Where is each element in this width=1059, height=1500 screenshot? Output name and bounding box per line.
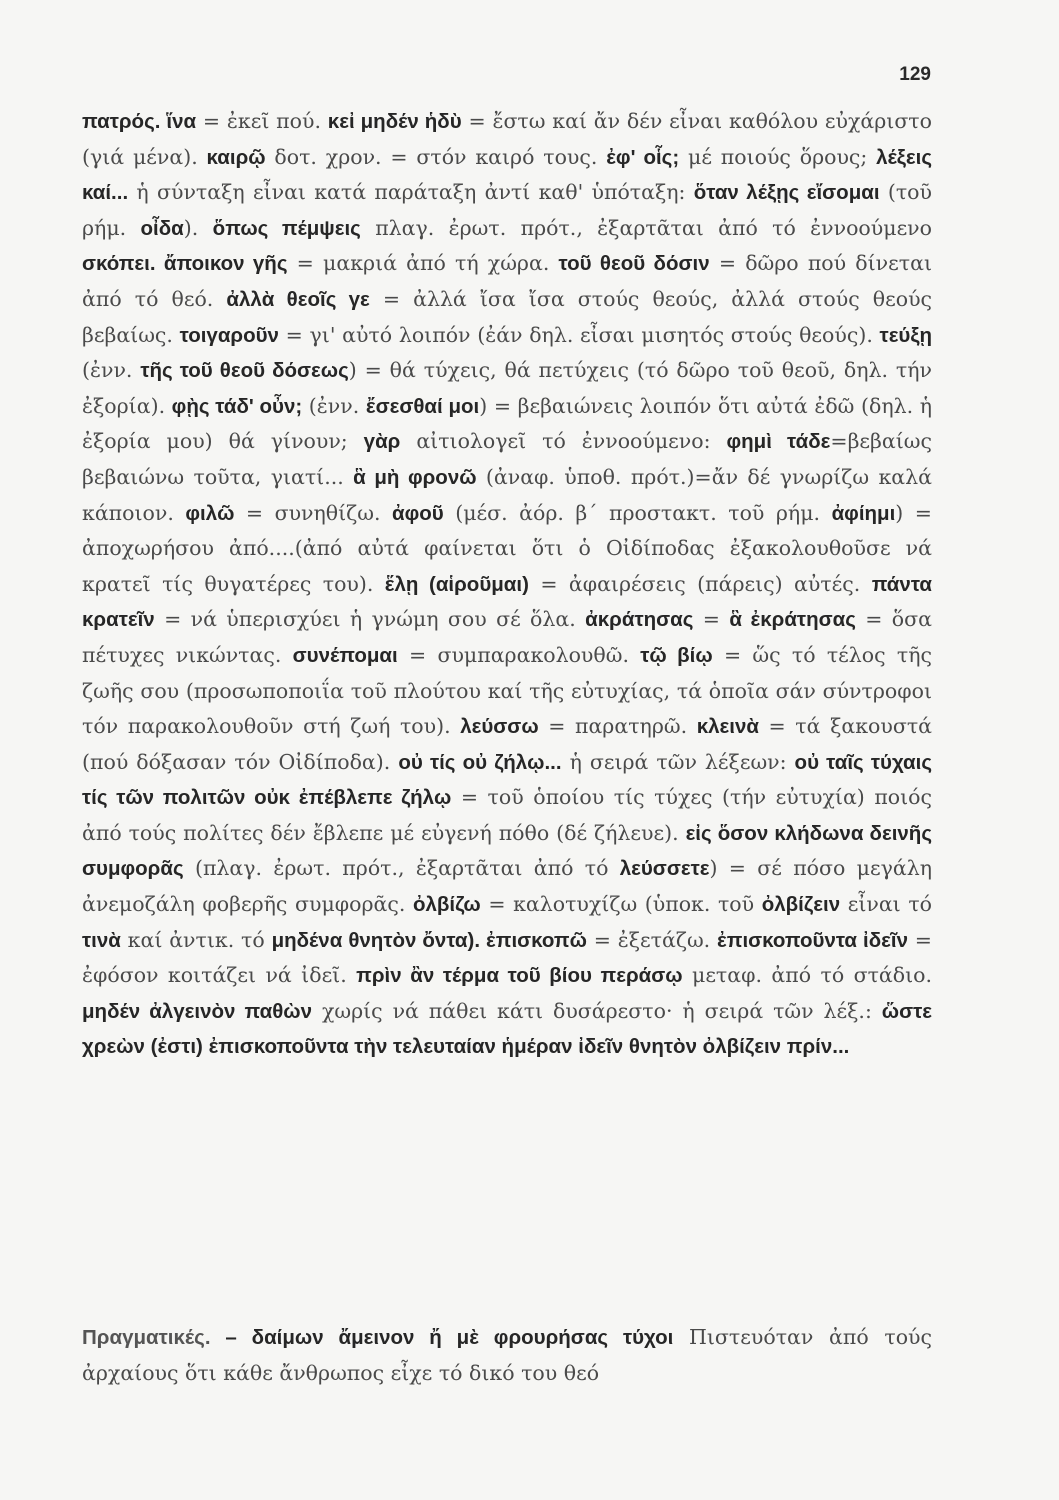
bold-term: τινὰ [82,928,121,952]
bold-term: ὥστε χρεὼν (ἐστι) ἐπισκοποῦντα τὴν τελευταίαν ἡμέραν ἰδεῖν θνητὸν ὀλβίζειν πρίν... [82,999,933,1059]
bold-term: οὐ τίς οὐ ζήλῳ... [398,750,562,774]
gloss-text: μέ ποιούς ὅρους; [679,144,877,169]
bold-term: τοιγαροῦν [179,323,279,347]
gloss-text: ) = βεβαιώνεις λοιπόν ὅτι αὐτά ἐδῶ (δηλ. ἡ ἐξορία μου) θά γίνουν; [82,393,932,454]
gloss-text: ἡ σύνταξη εἶναι κατά παράταξη ἀντί καθ' ὑπόταξη: [128,180,694,205]
gloss-text: πλαγ. ἐρωτ. πρότ., ἐξαρτᾶται ἀπό τό ἐννοούμενο [360,215,932,240]
gloss-text: αἰτιολογεῖ τό ἐννοούμενο: [400,429,727,454]
section-paragraph [82,1320,932,1391]
bold-term: ἀκράτησας [585,608,694,632]
bold-term: πατρός. ἵνα [82,110,197,133]
gloss-text: Πιστευόταν ἀπό τούς ἀρχαίους ὅτι κάθε ἄνθρωπος εἶχε τό δικό του θεό [82,1325,932,1385]
gloss-text: = συνηθίζω. [234,500,392,525]
bold-term: καιρῷ [206,145,266,169]
gloss-text: χωρίς νά πάθει κάτι δυσάρεστο· ἡ σειρά τῶν λέξ.: [312,998,882,1023]
gloss-text: = γι' αὐτό λοιπόν (ἐάν δηλ. εἶσαι μισητός στούς θεούς). [278,322,880,347]
bold-term: ἀφοῦ [392,501,444,525]
bold-term: ἐφ' οἷς; [606,145,680,169]
gloss-text: = παρατηρῶ. [538,714,697,739]
bold-term: – δαίμων ἄμεινον ἤ μὲ φρουρήσας τύχοι [210,1326,674,1349]
bold-term: ἕλῃ (αἱροῦμαι) [384,572,529,596]
bold-term: τῆς τοῦ θεοῦ δόσεως [140,359,349,383]
gloss-text: ) = ἀποχωρήσου ἀπό....(ἀπό αὐτά φαίνεται ὅτι ὁ Οἰδίποδας ἐξακολουθοῦσε νά κρατεῖ τίς θυγατέρες του). [82,500,932,596]
gloss-text: = τά ξακουστά (πού δόξασαν τόν Οἰδίποδα). [82,714,933,774]
bold-term: ἀφίημι [831,501,896,525]
gloss-text: =βεβαίως βεβαιώνω τοῦτα, γιατί... [82,429,932,489]
bold-term: οἶδα [140,216,184,240]
gloss-text: (ἐνν. [82,358,141,383]
gloss-text: ἡ σειρά τῶν λέξεων: [561,749,795,774]
section-heading: Πραγματικές. [82,1326,211,1349]
gloss-text: = ὅσα πέτυχες νικώντας. [82,607,932,667]
bold-term: ἔσεσθαί μοι [365,394,480,418]
bold-term: ἐπισκοποῦντα ἰδεῖν [717,928,908,952]
bold-term: ἃ ἐκράτησας [729,608,856,632]
gloss-text: ) = θά τύχεις, θά πετύχεις (τό δῶρο τοῦ θεοῦ, δηλ. τήν ἐξορία). [82,358,932,418]
bold-term: ὀλβίζειν [761,893,841,917]
gloss-text: = ἐφόσον κοιτάζει νά ἰδεῖ. [82,927,932,988]
gloss-text: = καλοτυχίζω (ὑποκ. τοῦ [480,892,762,917]
bold-term: μηδέν ἀλγεινὸν παθὼν [82,999,313,1023]
gloss-text: = δῶρο πού δίνεται ἀπό τό θεό. [82,251,932,311]
commentary-paragraph [82,104,932,1065]
bold-term: φιλῶ [185,501,235,525]
gloss-text: = ἀφαιρέσεις (πάρεις) αὐτές. [528,571,872,596]
gloss-text: = ἔστω καί ἄν δέν εἶναι καθόλου εὐχάριστο (γιά μένα). [82,109,932,169]
bold-term: τῷ βίῳ [640,643,713,667]
bold-term: φῂς τάδ' οὖν; [171,394,303,418]
bold-term: ὀλβίζω [412,893,481,917]
page-number: 129 [899,64,931,85]
gloss-text: (πλαγ. ἐρωτ. πρότ., ἐξαρτᾶται ἀπό τό [183,856,620,881]
bold-term: συνέπομαι [292,643,398,667]
bold-term: φημὶ τάδε [726,430,831,454]
gloss-text: (τοῦ ρήμ. [82,180,932,240]
gloss-text: = μακριά ἀπό τή χώρα. [287,251,559,276]
bold-term: κλεινὰ [696,715,759,739]
bold-term: εἰς ὅσον κλήδωνα δεινῆς συμφορᾶς [82,821,932,881]
bold-term: ἃ μὴ φρονῶ [353,465,477,489]
gloss-text: = τοῦ ὁποίου τίς τύχες (τήν εὐτυχία) ποιός ἀπό τούς πολίτες δέν ἔβλεπε μέ εὐγενή πόθο (δέ ζήλευε). [82,785,932,845]
bold-term: γὰρ [363,430,401,454]
gloss-text: ). [183,215,213,240]
gloss-text: καί ἀντικ. τό [120,927,272,952]
bold-term: τοῦ θεοῦ δόσιν [558,252,710,276]
gloss-text: ) = σέ πόσο μεγάλη ἀνεμοζάλη φοβερῆς συμφορᾶς. [82,856,932,917]
bold-term: κεἰ μηδέν ἡδὺ [327,110,462,133]
bold-term: ὅπως πέμψεις [212,216,361,240]
bold-term: τεύξῃ [879,323,933,347]
bold-term: πάντα κρατεῖν [82,572,932,632]
bold-term: οὐ ταῖς τύχαις τίς τῶν πολιτῶν οὐκ ἐπέβλεπε ζήλῳ [82,750,933,810]
gloss-text: = [693,607,730,632]
gloss-text: = νά ὑπερισχύει ἡ γνώμη σου σέ ὅλα. [154,607,586,632]
bold-term: λεύσσω [460,715,539,739]
bold-term: λεύσσετε [619,857,710,881]
gloss-text: = ἀλλά ἴσα ἴσα στούς θεούς, ἀλλά στούς θεούς βεβαίως. [82,286,933,347]
gloss-text: (ἀναφ. ὑποθ. πρότ.)=ἄν δέ γνωρίζω καλά κάποιον. [82,464,932,525]
bold-term: σκόπει. ἄποικον γῆς [82,252,288,276]
gloss-text: (ἐνν. [302,393,366,418]
gloss-text: = ἐξετάζω. [586,927,718,952]
gloss-text: εἶναι τό [840,892,933,917]
gloss-text: = ἐκεῖ πού. [196,109,328,133]
gloss-text: = ὥς τό τέλος τῆς ζωῆς σου (προσωποποιΐα τοῦ πλούτου καί τῆς εὐτυχίας, τά ὁποῖα σάν σύντροφοι τόν παρακολουθοῦν στή ζωή του). [82,642,932,739]
bold-term: λέξεις καί... [82,145,933,205]
gloss-text: δοτ. χρον. = στόν καιρό τους. [265,144,607,169]
bold-term: μηδένα θνητὸν ὄντα). ἐπισκοπῶ [271,928,587,952]
gloss-text: μεταφ. ἀπό τό στάδιο. [682,963,932,988]
bold-term: πρὶν ἂν τέρμα τοῦ βίου περάσῳ [356,964,683,988]
bold-term: ἀλλὰ θεοῖς γε [226,287,370,311]
bold-term: ὅταν λέξῃς εἴσομαι [693,181,880,205]
gloss-text: (μέσ. ἀόρ. β΄ προστακτ. τοῦ ρήμ. [443,500,832,525]
gloss-text: = συμπαρακολουθῶ. [397,642,641,667]
